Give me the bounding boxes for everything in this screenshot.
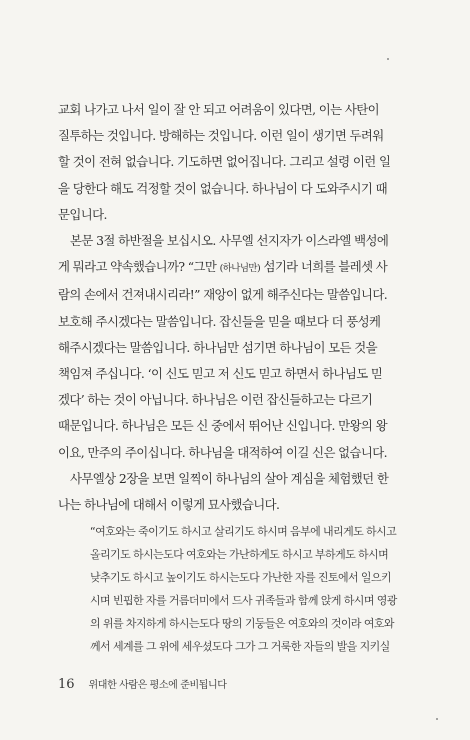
text-line: 문입니다. — [58, 206, 107, 222]
paragraph-2 — [58, 228, 438, 466]
text-line: 책임져 주십니다. ‘이 신도 믿고 저 신도 믿고 하면서 하나님도 믿 — [58, 366, 383, 382]
page-number: 16 — [58, 677, 75, 692]
text-fragment: 섬기라 너희를 블레셋 사 — [260, 259, 388, 275]
text-line: 질투하는 것입니다. 방해하는 것입니다. 이런 일이 생기면 두려워 — [58, 128, 384, 144]
text-fragment: 게 뭐라고 약속했습니까? “그만 — [58, 259, 220, 275]
text-line: 나는 하나님에 대해서 이렇게 묘사했습니다. — [58, 497, 280, 513]
text-line: 겠다’ 하는 것이 아닙니다. 하나님은 이런 잡신들하고는 다르기 — [58, 392, 373, 408]
quote-line: 올리기도 하시는도다 여호와는 가난하게도 하시고 부하게도 하시며 — [90, 548, 389, 562]
text-line: 보호해 주시겠다는 말씀입니다. 잡신들을 믿을 때보다 더 풍성케 — [58, 313, 381, 329]
body-text — [58, 97, 438, 518]
quote-line: “여호와는 죽이기도 하시고 살리기도 하시며 음부에 내리게도 하시고 — [90, 525, 397, 538]
paragraph-3 — [58, 466, 438, 518]
inline-annotation: (하나님만) — [219, 263, 261, 275]
text-line: 본문 3절 하반절을 보십시오. 사무엘 선지자가 이스라엘 백성에 — [70, 233, 389, 249]
text-line: 이요, 만주의 주이십니다. 하나님을 대적하여 이길 신은 없습니다. — [58, 444, 387, 460]
quote-line: 께서 세계를 그 위에 세우셨도다 그가 그 거룩한 자들의 발을 지키실 — [90, 640, 390, 654]
print-speck — [387, 58, 389, 60]
running-title: 위대한 사람은 평소에 준비됩니다 — [88, 680, 227, 691]
print-speck — [436, 718, 438, 720]
scripture-quote — [90, 520, 435, 659]
text-line: 교회 나가고 나서 일이 잘 안 되고 어려움이 있다면, 이는 사탄이 — [58, 102, 379, 117]
quote-line: 낮추기도 하시고 높이기도 하시는도다 가난한 자를 진토에서 일으키 — [90, 571, 392, 585]
text-line: 을 당한다 해도 걱정할 것이 없습니다. 하나님이 다 도와주시기 때 — [58, 180, 387, 196]
text-line: 할 것이 전혀 없습니다. 기도하면 없어집니다. 그리고 설령 이런 일 — [58, 154, 391, 170]
text-line — [58, 254, 438, 282]
paragraph-1 — [58, 97, 438, 228]
page-footer — [58, 676, 227, 692]
text-line: 때문입니다. 하나님은 모든 신 중에서 뛰어난 신입니다. 만왕의 왕 — [58, 418, 387, 434]
text-line: 해주시겠다는 말씀입니다. 하나님만 섬기면 하나님이 모든 것을 — [58, 339, 377, 355]
quote-line: 의 위를 차지하게 하시는도다 땅의 기둥들은 여호와의 것이라 여호와 — [90, 617, 394, 631]
quote-line: 시며 빈핍한 자를 거름더미에서 드사 귀족들과 함께 앉게 하시며 영광 — [90, 594, 397, 608]
text-line: 람의 손에서 건져내시리라!” 재앙이 없게 해주신다는 말씀입니다. — [58, 287, 388, 303]
text-line: 사무엘상 2장을 보면 일찍이 하나님의 살아 계심을 체험했던 한 — [70, 470, 389, 486]
